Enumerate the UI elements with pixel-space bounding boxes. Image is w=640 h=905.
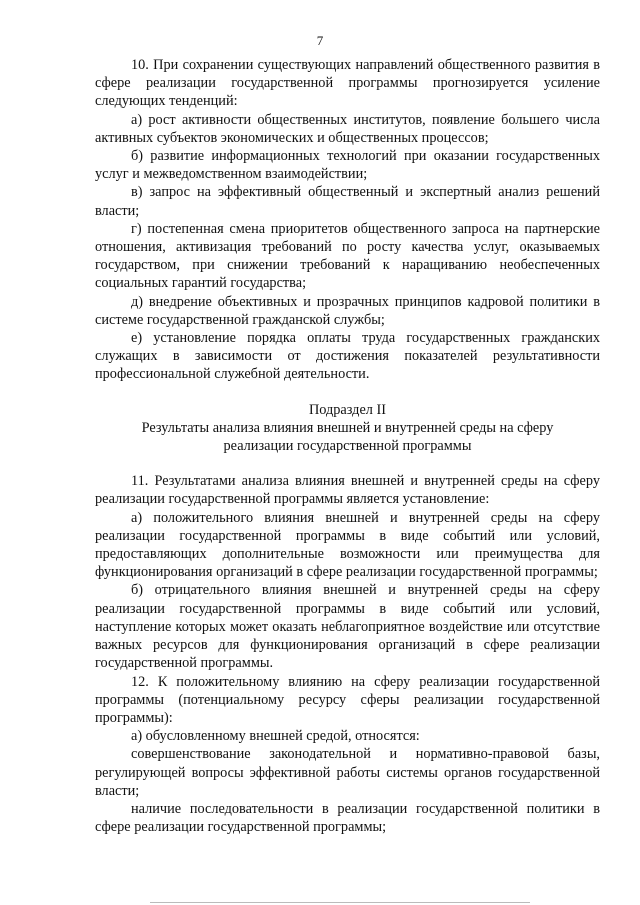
paragraph-10-item-d: д) внедрение объективных и прозрачных принципов кадровой политики в системе государственной гражданской службы; xyxy=(95,293,600,328)
paragraph-10-item-a: а) рост активности общественных институтов, появление большего числа активных субъектов экономических и общественных процессов; xyxy=(95,111,600,146)
scan-edge-line xyxy=(150,902,530,903)
paragraph-12-item-1: совершенствование законодательной и нормативно-правовой базы, регулирующей вопросы эффективной работы системы органов государственной власти; xyxy=(95,746,600,799)
paragraph-11-item-a: а) положительного влияния внешней и внутренней среды на сферу реализации государственной программы в виде событий или условий, предоставляющих дополнительные возможности или преимущества для функционирования организаций в сфере реализации государственной программы; xyxy=(95,509,600,581)
subsection-label: Подраздел II xyxy=(308,401,387,418)
paragraph-10-item-v: в) запрос на эффективный общественный и экспертный анализ решений власти; xyxy=(95,184,600,219)
paragraph-12-item-2: наличие последовательности в реализации государственной политики в сфере реализации государственной программы; xyxy=(95,800,600,836)
paragraph-10-item-g: г) постепенная смена приоритетов общественного запроса на партнерские отношения, активизация требований по росту качества услуг, оказываемых государством, при снижении требований к наращиванию необеспеченных социальных гарантий государства; xyxy=(95,220,600,292)
subsection-title-line-1: Результаты анализа влияния внешней и внутренней среды на сферу xyxy=(141,419,554,436)
paragraph-10-item-e: е) установление порядка оплаты труда государственных гражданских служащих в зависимости от достижения показателей результативности профессиональной служебной деятельности. xyxy=(95,330,600,383)
subsection-title-line-2: реализации государственной программы xyxy=(223,438,472,455)
paragraph-10-item-b: б) развитие информационных технологий при оказании государственных услуг и межведомственном взаимодействии; xyxy=(95,148,600,183)
document-body xyxy=(95,56,600,836)
paragraph-10-intro: 10. При сохранении существующих направлений общественного развития в сфере реализации государственной программы прогнозируется усиление следующих тенденций: xyxy=(95,57,600,110)
paragraph-11-item-b: б) отрицательного влияния внешней и внутренней среды на сферу реализации государственной программы в виде событий или условий, наступление которых может оказать неблагоприятное воздействие или отсутствие важных ресурсов для функционирования организаций в сфере реализации государственной программы. xyxy=(95,582,600,672)
paragraph-12-sub-a: а) обусловленному внешней средой, относятся: xyxy=(131,728,420,745)
paragraph-11-intro: 11. Результатами анализа влияния внешней и внутренней среды на сферу реализации государственной программы является установление: xyxy=(95,473,600,508)
page-number: 7 xyxy=(316,33,324,48)
paragraph-12-intro: 12. К положительному влиянию на сферу реализации государственной программы (потенциальному ресурсу сферы реализации государственной программы): xyxy=(95,673,600,726)
